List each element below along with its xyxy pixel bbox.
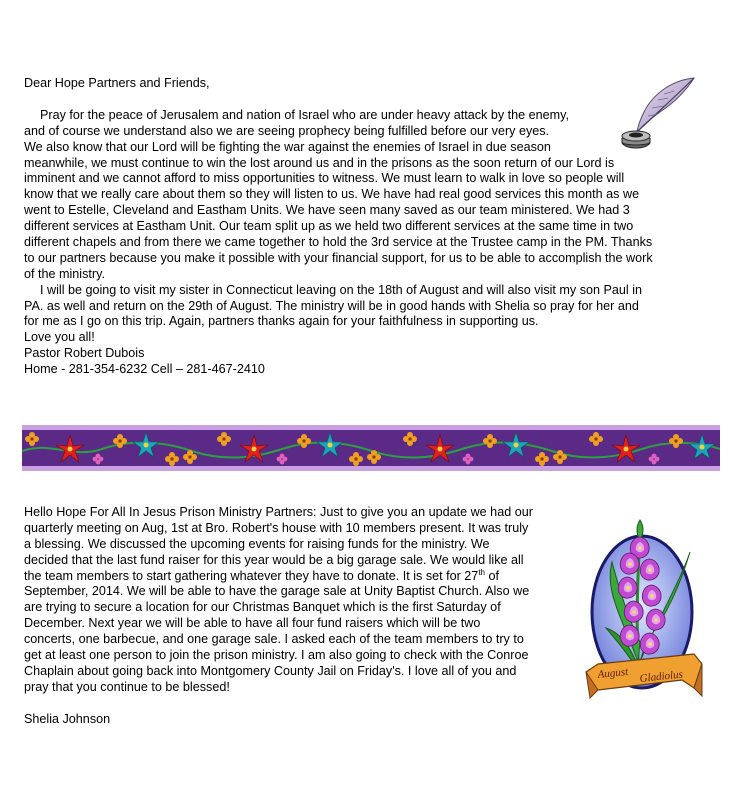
ribbon-flower-label: Gladiolus <box>639 668 684 685</box>
paragraph-line: We also know that our Lord will be fighting the war against the enemies of Israel in due season <box>24 139 551 154</box>
ordinal-suffix: th <box>478 567 485 577</box>
spacer <box>24 696 533 712</box>
paragraph-line: PA. as well and return on the 29th of August. The ministry will be in good hands with Shelia so pray for her and <box>24 298 639 313</box>
paragraph-line: Hello Hope For All In Jesus Prison Ministry Partners: Just to give you an update we had our <box>24 505 533 519</box>
paragraph-line: different services at Eastham Unit. Our team split up as we held two different services at the same time in two <box>24 219 634 234</box>
paragraph-line: went to Estelle, Cleveland and Eastham Units. We have seen many saved as our team ministered. We had 3 <box>24 203 630 218</box>
paragraph-line: concerts, one barbecue, and one garage sale. I asked each of the team members to try to <box>24 632 524 647</box>
pastor-letter <box>24 76 653 378</box>
paragraph-line: for me as I go on this trip. Again, partners thanks again for your faithfulness in supporting us. <box>24 314 539 329</box>
ribbon-month-label: August <box>597 665 629 681</box>
paragraph-line: to our partners because you make it possible with your financial support, for us to be able to accomplish the work <box>24 250 653 265</box>
closing: Love you all! <box>24 330 95 345</box>
paragraph-line: a blessing. We discussed the upcoming events for raising funds for the ministry. We <box>24 536 490 551</box>
paragraph-line: I will be going to visit my sister in Connecticut leaving on the 18th of August and will also visit my son Paul in <box>40 282 643 297</box>
paragraph-line: decided that the last fund raiser for this year would be a big garage sale. We would like all <box>24 552 524 567</box>
ministry-update-letter <box>24 505 533 728</box>
phone-numbers: Home - 281-354-6232 Cell – 281-467-2410 <box>24 362 265 377</box>
quill-inkwell-icon <box>618 76 698 152</box>
paragraph-line: Chaplain about going back into Montgomery County Jail on Friday's. I love all of you and <box>24 663 517 678</box>
paragraph-line: quarterly meeting on Aug, 1st at Bro. Robert's house with 10 members present. It was truly <box>24 520 529 535</box>
paragraph-line: meanwhile, we must continue to win the lost around us and in the prisons as the soon return of our Lord is <box>24 155 615 170</box>
signature: Pastor Robert Dubois <box>24 346 145 361</box>
flower-border-banner <box>22 425 720 471</box>
signature: Shelia Johnson <box>24 711 111 726</box>
spacer <box>24 92 653 108</box>
paragraph-line: of the ministry. <box>24 266 105 281</box>
paragraph-line: pray that you continue to be blessed! <box>24 679 230 694</box>
paragraph-line: are trying to secure a location for our Christmas Banquet which is the first Saturday of <box>24 600 501 615</box>
paragraph-line: different chapels and from there we came together to hold the 3rd service at the Trustee camp in the PM. Thanks <box>24 235 653 250</box>
paragraph-line: know that we really care about them so they will listen to us. We have had real good services this month as we <box>24 187 640 202</box>
line-text: of <box>485 568 500 583</box>
paragraph-line: Pray for the peace of Jerusalem and nation of Israel who are under heavy attack by the enemy, <box>40 107 570 122</box>
paragraph-line <box>24 569 533 585</box>
paragraph-line: get at least one person to join the prison ministry. I am also going to check with the Conroe <box>24 648 529 663</box>
greeting: Dear Hope Partners and Friends, <box>24 76 210 90</box>
paragraph-line: December. Next year we will be able to have all four fund raisers which will be two <box>24 616 481 631</box>
line-text: the team members to start gathering whatever they have to donate. It is set for 27 <box>24 568 479 583</box>
gladiolus-flower-icon <box>584 512 704 710</box>
paragraph-line: and of course we understand also we are seeing prophecy being fulfilled before our very eyes. <box>24 123 550 138</box>
paragraph-line: September, 2014. We will be able to have the garage sale at Unity Baptist Church. Also we <box>24 584 530 599</box>
paragraph-line: imminent and we cannot afford to miss opportunities to witness. We must learn to walk in love so people will <box>24 171 625 186</box>
